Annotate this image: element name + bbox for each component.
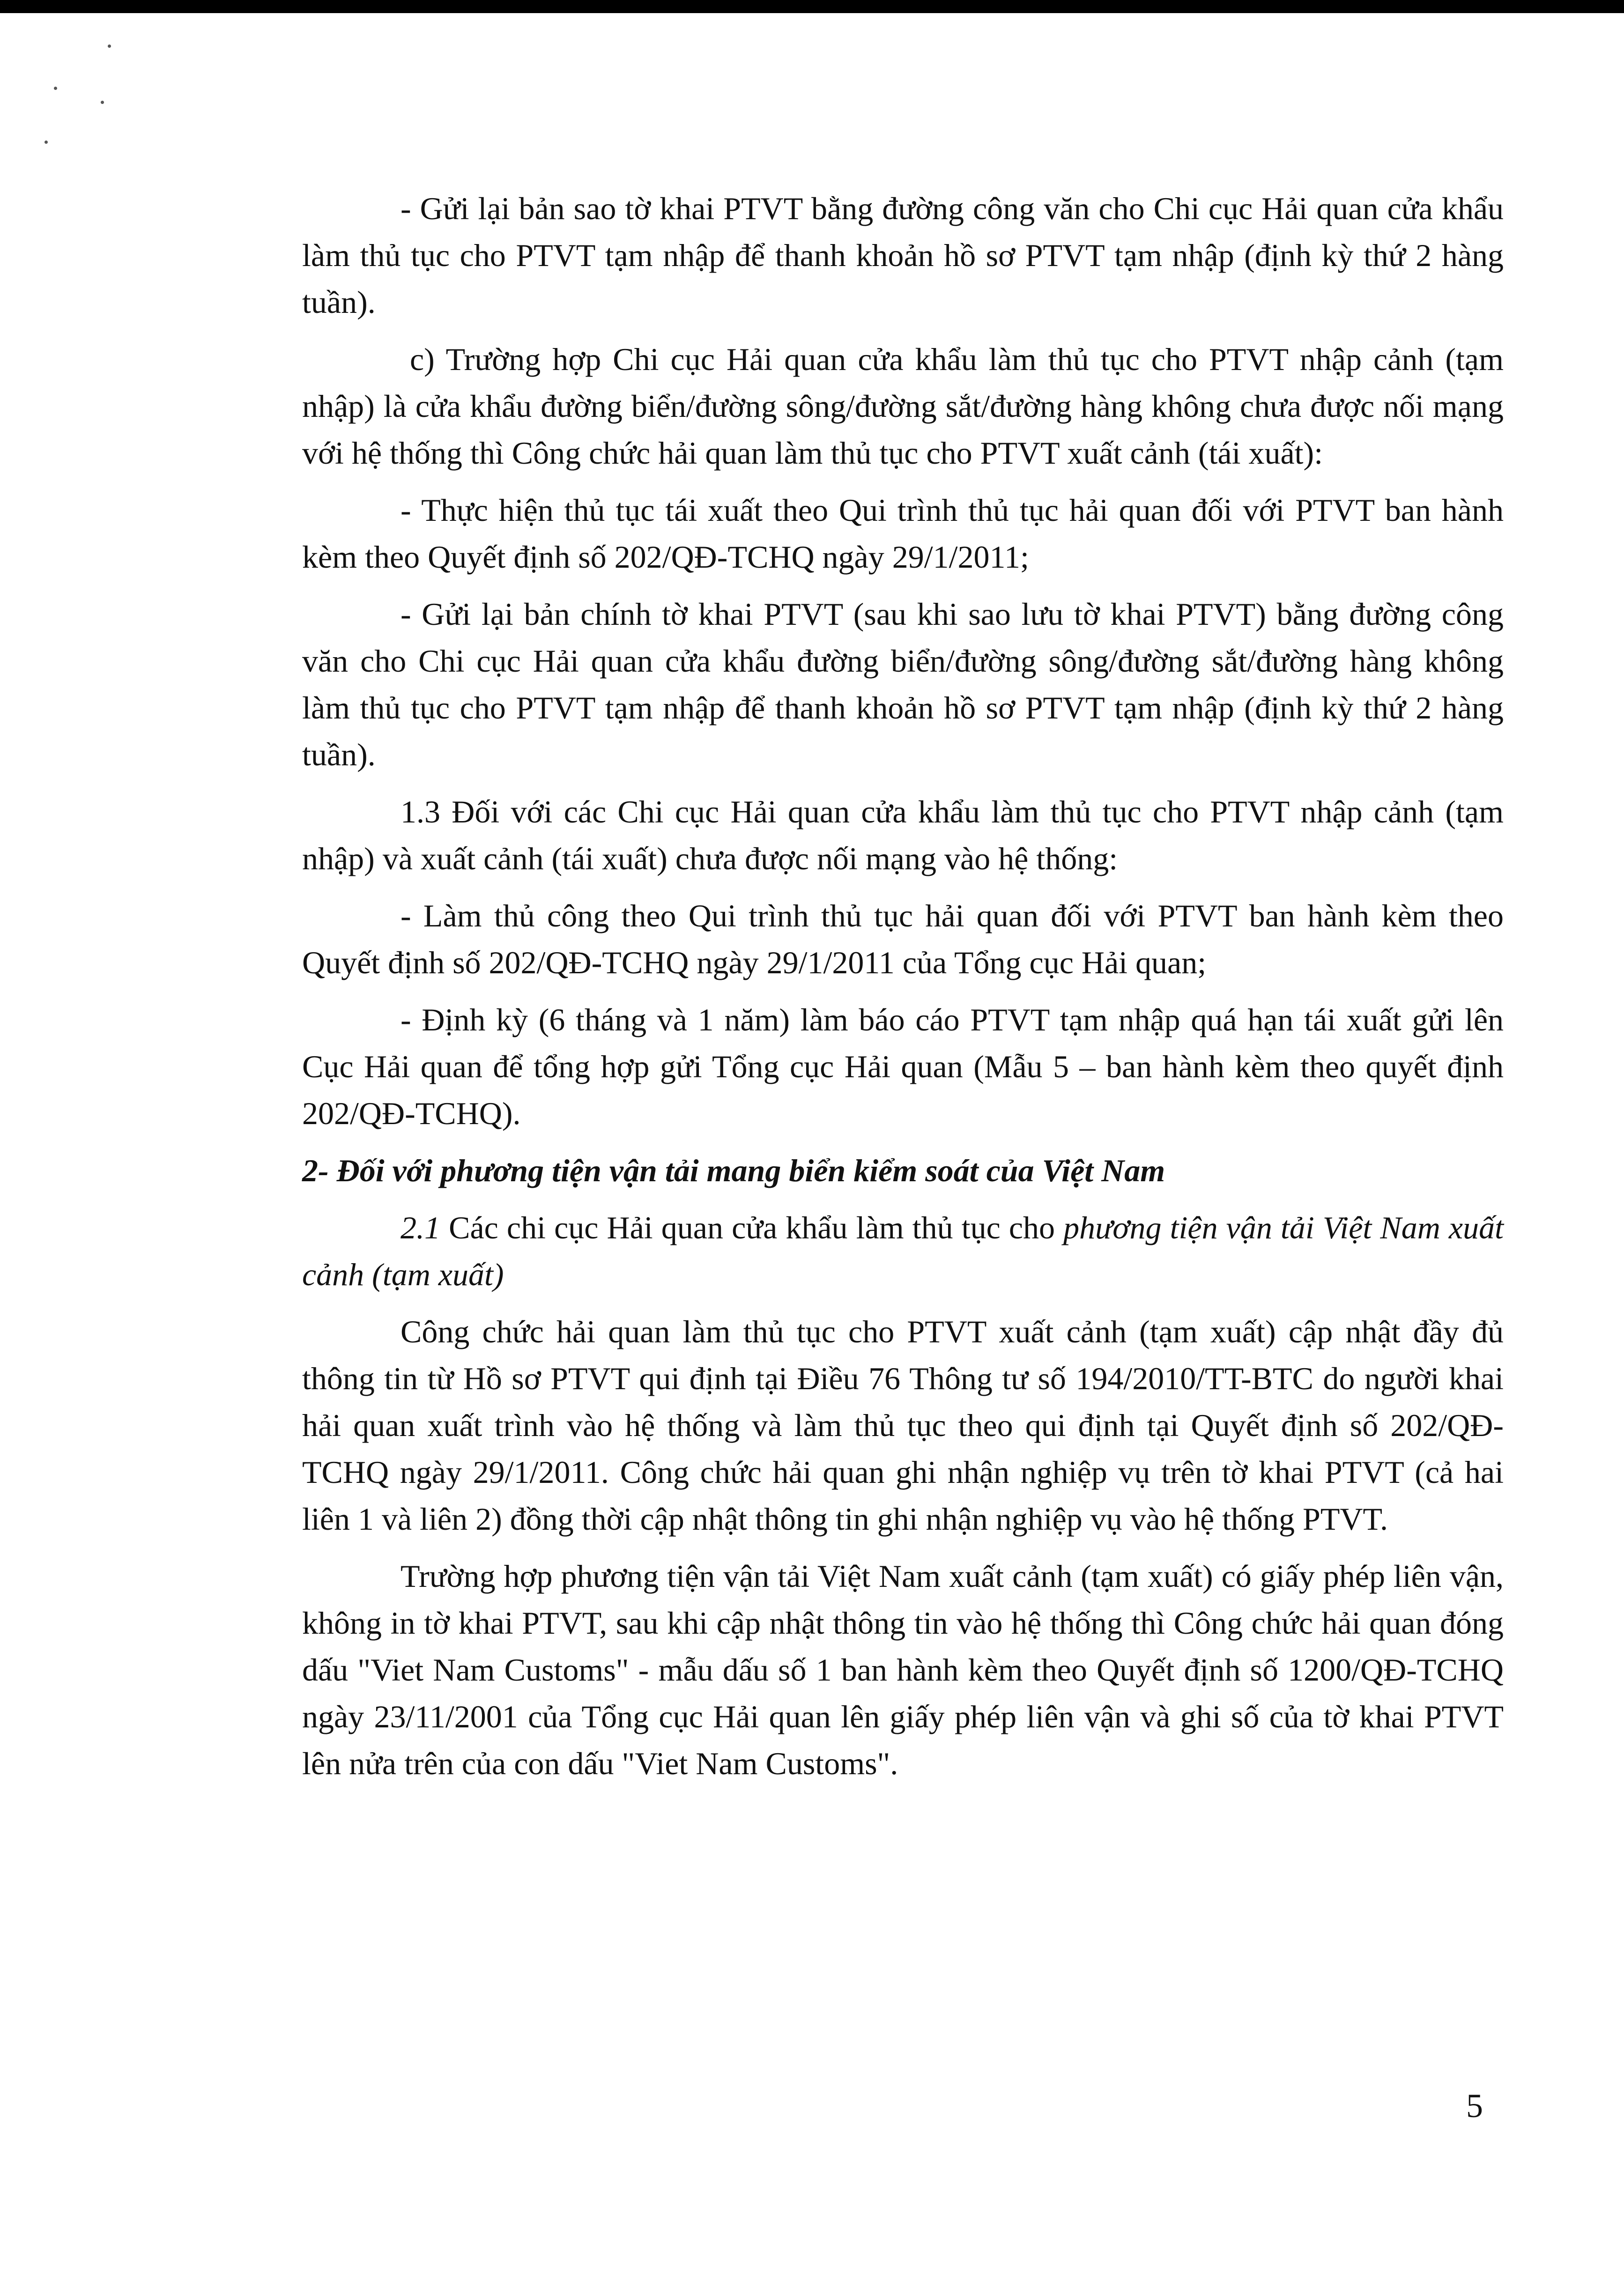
page-number: 5 (1466, 2087, 1483, 2125)
section-heading-2: 2- Đối với phương tiện vận tải mang biển kiểm soát của Việt Nam (302, 1153, 1165, 1188)
paragraph-section-1-3: 1.3 Đối với các Chi cục Hải quan cửa khẩu làm thủ tục cho PTVT nhập cảnh (tạm nhập) và xuất cảnh (tái xuất) chưa được nối mạng vào hệ thống: (302, 794, 1504, 876)
paragraph-send-copy: - Gửi lại bản sao tờ khai PTVT bằng đường công văn cho Chi cục Hải quan cửa khẩu làm thủ tục cho PTVT tạm nhập để thanh khoản hồ sơ PTVT tạm nhập (định kỳ thứ 2 hàng tuần). (302, 191, 1504, 320)
scan-speck (108, 44, 111, 48)
section-2-1-text: Các chi cục Hải quan cửa khẩu làm thủ tục cho (440, 1210, 1064, 1245)
section-number-2-1: 2.1 (400, 1210, 440, 1245)
paragraph-case-c: c) Trường hợp Chi cục Hải quan cửa khẩu làm thủ tục cho PTVT nhập cảnh (tạm nhập) là cửa khẩu đường biển/đường sông/đường sắt/đường hàng không chưa được nối mạng với hệ thống thì Công chức hải quan làm thủ tục cho PTVT xuất cảnh (tái xuất): (302, 341, 1504, 471)
paragraph-section-2-1 (302, 1204, 1504, 1298)
scan-speck (101, 101, 104, 104)
scan-speck (54, 87, 57, 90)
scan-speck (44, 141, 48, 144)
paragraph-send-original: - Gửi lại bản chính tờ khai PTVT (sau khi sao lưu tờ khai PTVT) bằng đường công văn cho Chi cục Hải quan cửa khẩu đường biển/đường sông/đường sắt/đường hàng không làm thủ tục cho PTVT tạm nhập để thanh khoản hồ sơ PTVT tạm nhập (định kỳ thứ 2 hàng tuần). (302, 596, 1504, 772)
paragraph-transit-permit: Trường hợp phương tiện vận tải Việt Nam xuất cảnh (tạm xuất) có giấy phép liên vận, không in tờ khai PTVT, sau khi cập nhật thông tin vào hệ thống thì Công chức hải quan đóng dấu "Viet Nam Customs" - mẫu dấu số 1 ban hành kèm theo Quyết định số 1200/QĐ-TCHQ ngày 23/11/2001 của Tổng cục Hải quan lên giấy phép liên vận và ghi số của tờ khai PTVT lên nửa trên của con dấu "Viet Nam Customs". (302, 1558, 1504, 1781)
top-border-rule (0, 0, 1624, 13)
paragraph-re-export-procedure: - Thực hiện thủ tục tái xuất theo Qui trình thủ tục hải quan đối với PTVT ban hành kèm theo Quyết định số 202/QĐ-TCHQ ngày 29/1/2011; (302, 492, 1504, 575)
section-2-1-italic: phương tiện vận tải Việt Nam xuất cảnh (tạm xuất) (302, 1210, 1504, 1292)
paragraph-manual-procedure: - Làm thủ công theo Qui trình thủ tục hải quan đối với PTVT ban hành kèm theo Quyết định số 202/QĐ-TCHQ ngày 29/1/2011 của Tổng cục Hải quan; (302, 898, 1504, 980)
document-body (302, 185, 1504, 1797)
paragraph-periodic-report: - Định kỳ (6 tháng và 1 năm) làm báo cáo PTVT tạm nhập quá hạn tái xuất gửi lên Cục Hải quan để tổng hợp gửi Tổng cục Hải quan (Mẫu 5 – ban hành kèm theo quyết định 202/QĐ-TCHQ). (302, 1002, 1504, 1131)
paragraph-update-info: Công chức hải quan làm thủ tục cho PTVT xuất cảnh (tạm xuất) cập nhật đầy đủ thông tin từ Hồ sơ PTVT qui định tại Điều 76 Thông tư số 194/2010/TT-BTC do người khai hải quan xuất trình vào hệ thống và làm thủ tục theo qui định tại Quyết định số 202/QĐ-TCHQ ngày 29/1/2011. Công chức hải quan ghi nhận nghiệp vụ trên tờ khai PTVT (cả hai liên 1 và liên 2) đồng thời cập nhật thông tin ghi nhận nghiệp vụ vào hệ thống PTVT. (302, 1314, 1504, 1537)
